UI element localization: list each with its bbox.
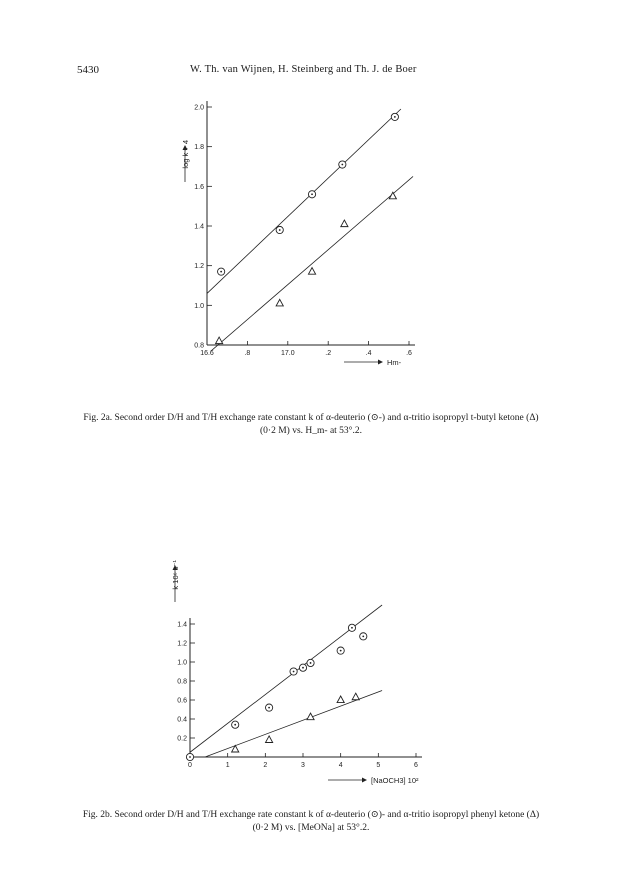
- y-tick-label: 1.2: [177, 640, 187, 648]
- data-point-triangle: [266, 736, 273, 743]
- figure-2b-caption: Fig. 2b. Second order D/H and T/H exchange rate constant k of α-deuterio (⊙)- and α-tritio isopropyl phenyl ketone (Δ) (0·2 M) vs. [MeONa] at 53°.2.: [82, 810, 540, 833]
- x-tick-label: .2: [325, 350, 332, 357]
- x-tick-label: 1: [225, 762, 230, 769]
- y-axis-label: k 10⁶ s⁻¹: [171, 560, 180, 590]
- data-point-triangle: [352, 693, 359, 700]
- y-tick-label: 1.6: [194, 183, 204, 191]
- x-axis-arrow-head: [362, 778, 367, 783]
- data-point-circle-center: [293, 671, 295, 673]
- x-tick-label: 4: [338, 762, 343, 769]
- y-tick-label: 2.0: [194, 104, 204, 112]
- figure-2a-caption: Fig. 2a. Second order D/H and T/H exchange rate constant k of α-deuterio (⊙-) and α-tritio isopropyl t-butyl ketone (Δ) (0·2 M) vs. H_m- at 53°.2.: [83, 413, 539, 436]
- x-tick-label: .8: [244, 350, 251, 357]
- data-point-circle-center: [310, 662, 312, 664]
- y-tick-label: 0.4: [177, 716, 187, 724]
- running-head: W. Th. van Wijnen, H. Steinberg and Th. J. de Boer: [190, 64, 417, 75]
- data-point-circle-center: [189, 756, 191, 758]
- y-tick-label: 0.2: [177, 735, 187, 743]
- y-tick-label: 1.2: [194, 263, 204, 271]
- data-point-circle-center: [340, 650, 342, 652]
- y-axis-label: log k + 4: [181, 140, 190, 169]
- y-tick-label: 0.6: [177, 697, 187, 705]
- x-tick-label: 17.0: [280, 350, 295, 357]
- x-axis-label: Hm-: [387, 358, 402, 367]
- x-axis-label: [NaOCH3] 10²: [371, 776, 419, 785]
- x-tick-label: 6: [414, 762, 418, 769]
- data-point-circle-center: [234, 724, 236, 726]
- data-point-circle-center: [362, 635, 364, 637]
- data-point-triangle: [337, 696, 344, 703]
- x-tick-label: 5: [376, 762, 381, 769]
- series-0: [186, 605, 382, 761]
- data-point-circle-center: [302, 667, 304, 669]
- data-point-circle-center: [351, 627, 353, 629]
- y-tick-label: 1.0: [194, 302, 204, 310]
- x-tick-label: .4: [365, 350, 372, 357]
- data-point-circle-center: [268, 707, 270, 709]
- y-tick-label: 1.4: [177, 621, 187, 629]
- y-tick-label: 0.8: [177, 678, 187, 686]
- y-tick-label: 1.0: [177, 659, 187, 667]
- y-tick-label: 0.8: [194, 342, 204, 350]
- page-number: 5430: [77, 64, 99, 76]
- x-tick-label: .6: [406, 350, 412, 357]
- x-tick-label: 0: [188, 762, 192, 769]
- x-tick-label: 2: [263, 762, 268, 769]
- y-tick-label: 1.8: [194, 144, 204, 152]
- x-tick-label: 16.6: [200, 350, 214, 357]
- y-tick-label: 1.4: [194, 223, 204, 231]
- x-tick-label: 3: [301, 762, 305, 769]
